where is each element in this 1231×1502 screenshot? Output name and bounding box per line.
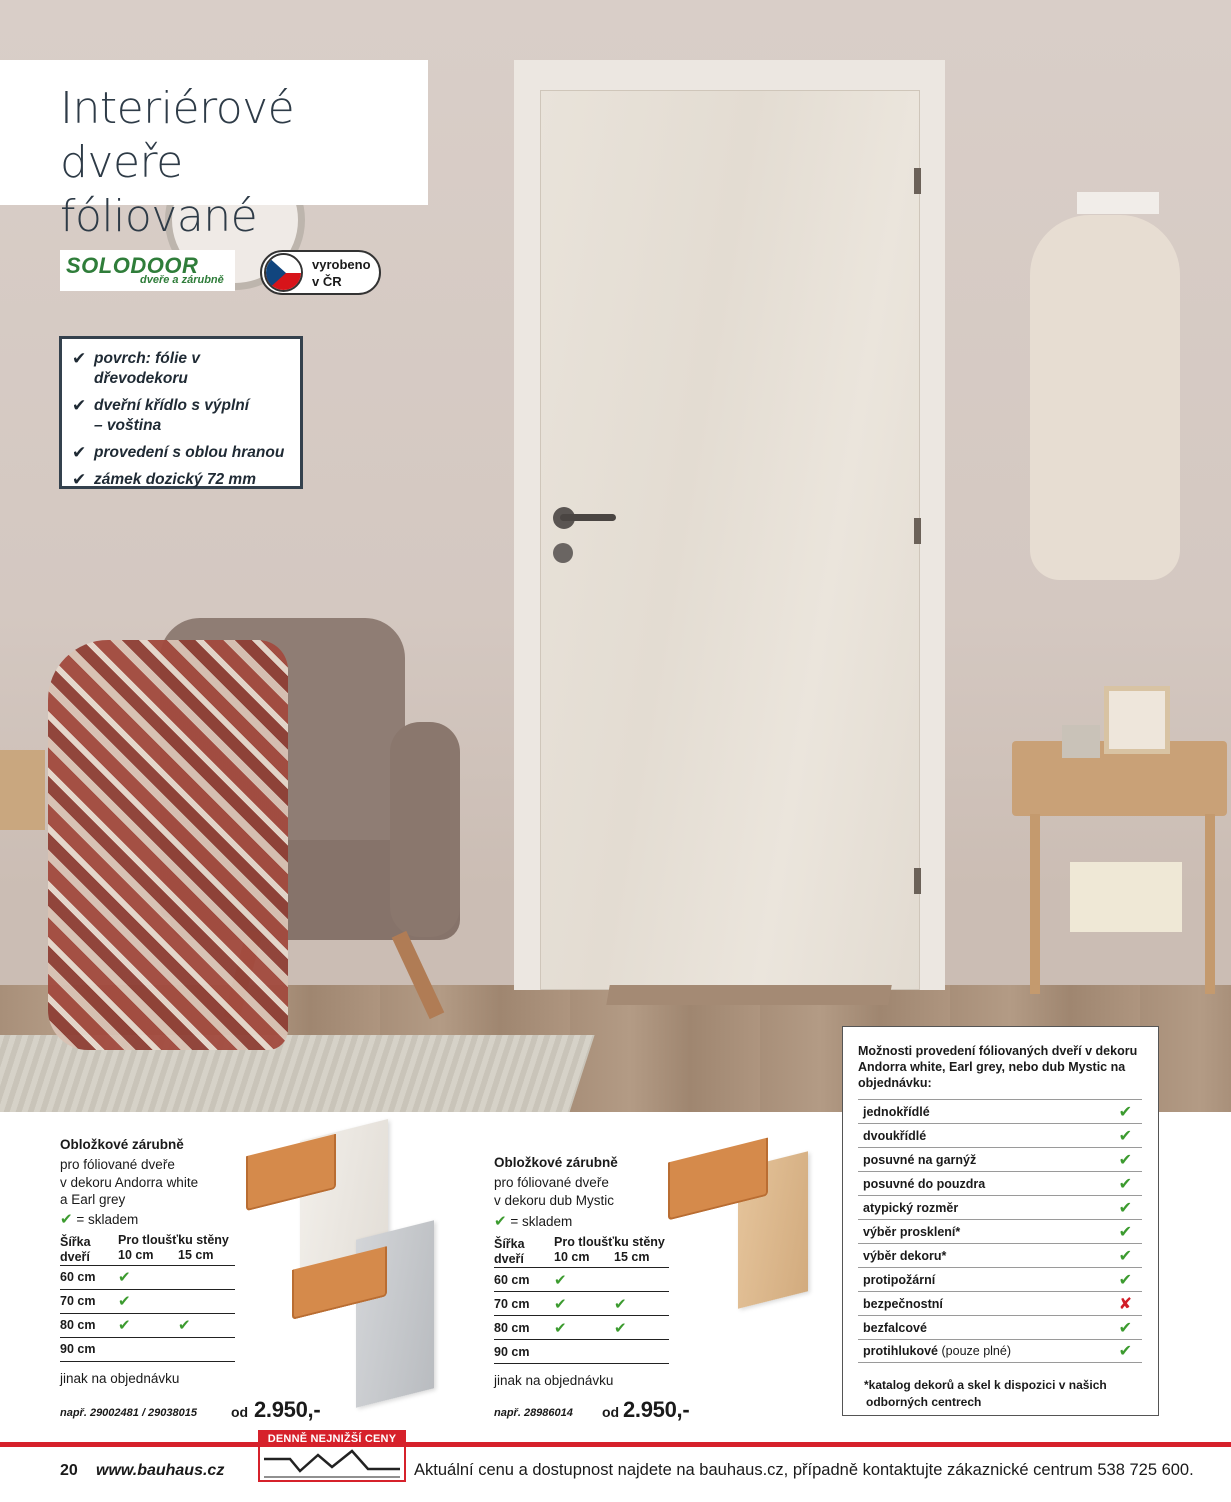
price: 2.950,-: [623, 1397, 690, 1422]
size-row: [494, 1268, 669, 1292]
availability-cell: ✔: [118, 1313, 178, 1337]
coat-hook-rail: [1077, 192, 1159, 214]
product-frames-mystic: [494, 1154, 694, 1388]
check-icon: ✔: [72, 470, 87, 489]
availability-cell: ✔: [554, 1292, 614, 1316]
page-number: 20: [60, 1462, 78, 1479]
availability-cell: [178, 1289, 235, 1313]
check-icon: ✔: [1118, 1127, 1132, 1145]
size-row: [494, 1340, 669, 1364]
option-label: dvoukřídlé: [863, 1128, 927, 1143]
picture-frame: [1104, 686, 1170, 754]
check-icon: ✔: [1118, 1175, 1132, 1193]
check-icon: ✔: [1118, 1223, 1132, 1241]
th-15: 15 cm: [178, 1247, 214, 1262]
logo-wordmark: SOLODOOR: [66, 253, 199, 278]
availability-cell: ✔: [554, 1316, 614, 1340]
price-prefix: od: [231, 1404, 249, 1420]
check-icon: ✔: [1118, 1343, 1132, 1360]
th-wall: Pro tloušťku stěny: [118, 1232, 229, 1247]
availability-cell: ✔: [614, 1316, 669, 1340]
option-label: posuvné do pouzdra: [863, 1176, 986, 1191]
th-width: Šířka dveří: [60, 1234, 91, 1264]
door-handle: [560, 514, 616, 521]
size-cell: 90 cm: [60, 1337, 118, 1361]
order-note: jinak na objednávku: [60, 1370, 180, 1386]
page-title: [0, 60, 428, 242]
th-wall: Pro tloušťku stěny: [554, 1235, 665, 1249]
badge-label: DENNĚ NEJNIŽŠÍ CENY: [260, 1432, 404, 1447]
availability-cell: [178, 1265, 235, 1289]
footer-rule: [0, 1442, 1231, 1447]
th-10: 10 cm: [118, 1247, 154, 1262]
availability-cell: [614, 1268, 669, 1292]
door-hinge: [914, 518, 921, 544]
size-cell: 70 cm: [60, 1289, 118, 1313]
product-frames-andorra: [60, 1136, 260, 1386]
option-row: [858, 1099, 1142, 1123]
title-line-2: fóliované: [60, 191, 258, 242]
feature-item: ✔ zámek dozický 72 mm: [72, 470, 256, 489]
availability-cell: ✔: [614, 1292, 669, 1316]
size-table: [494, 1235, 669, 1364]
check-icon: ✔: [1118, 1319, 1132, 1337]
check-icon: ✔: [72, 349, 87, 368]
lowest-price-badge: [258, 1430, 406, 1482]
option-row: [858, 1267, 1142, 1291]
option-row: [858, 1315, 1142, 1339]
cross-icon: ✘: [1118, 1295, 1132, 1313]
website-link[interactable]: www.bauhaus.cz: [96, 1462, 225, 1479]
origin-line-2: v ČR: [312, 274, 342, 289]
size-cell: 90 cm: [494, 1340, 554, 1364]
check-icon: ✔: [1118, 1271, 1132, 1289]
doormat: [606, 985, 892, 1005]
origin-line-1: vyrobeno: [312, 257, 371, 272]
option-label: výběr prosklení*: [863, 1224, 961, 1239]
made-in-cz-badge: [260, 250, 381, 295]
stock-legend: ✔ = skladem: [494, 1213, 573, 1230]
product-code: např. 29002481 / 29038015: [60, 1407, 198, 1419]
option-row: [858, 1123, 1142, 1147]
availability-cell: ✔: [118, 1265, 178, 1289]
option-label: bezpečnostní: [863, 1296, 943, 1311]
option-label: atypický rozměr: [863, 1200, 959, 1215]
option-row: [858, 1147, 1142, 1171]
check-icon: ✔: [1118, 1103, 1132, 1121]
footer-info: Aktuální cenu a dostupnost najdete na bauhaus.cz, případně kontaktujte zákaznické centrum 538 725 600.: [414, 1461, 1194, 1479]
availability-cell: ✔: [118, 1289, 178, 1313]
check-icon: ✔: [1118, 1151, 1132, 1169]
th-10: 10 cm: [554, 1250, 590, 1264]
check-icon: ✔: [494, 1213, 507, 1230]
table-leg: [1205, 814, 1215, 994]
availability-cell: [614, 1340, 669, 1364]
size-row: [60, 1265, 235, 1289]
door-hinge: [914, 168, 921, 194]
th-width: Šířka dveří: [494, 1237, 525, 1266]
option-row: [858, 1339, 1142, 1363]
check-icon: ✔: [1118, 1247, 1132, 1265]
size-row: [494, 1316, 669, 1340]
door-hinge: [914, 868, 921, 894]
price-graph-icon: [260, 1447, 404, 1480]
title-line-1: Interiérové dveře: [60, 83, 295, 188]
size-cell: 60 cm: [494, 1268, 554, 1292]
option-row: [858, 1171, 1142, 1195]
size-cell: 80 cm: [60, 1313, 118, 1337]
availability-cell: ✔: [554, 1268, 614, 1292]
size-cell: 60 cm: [60, 1265, 118, 1289]
feature-item: ✔ dveřní křídlo s výplní – voština: [72, 396, 250, 434]
product-title: Obložkové zárubně: [494, 1155, 618, 1170]
size-row: [60, 1337, 235, 1361]
table-leg: [1030, 814, 1040, 994]
option-row: [858, 1243, 1142, 1267]
door-leaf: [540, 90, 920, 990]
check-icon: ✔: [1118, 1199, 1132, 1217]
plant-pot: [1062, 725, 1100, 758]
size-row: [60, 1313, 235, 1337]
option-label: protipožární: [863, 1272, 936, 1287]
door-keyhole: [553, 543, 573, 563]
options-title: Možnosti provedení fóliovaných dveří v dekoru Andorra white, Earl grey, nebo dub Mystic na objednávku:: [858, 1044, 1138, 1090]
options-footnote: *katalog dekorů a skel k dispozici v našich odborných centrech: [864, 1378, 1107, 1409]
product-description: pro fóliované dveře v dekoru dub Mystic: [494, 1175, 615, 1208]
option-label: bezfalcové: [863, 1320, 927, 1335]
option-row: [858, 1219, 1142, 1243]
option-label: výběr dekoru*: [863, 1248, 947, 1263]
options-panel: [842, 1026, 1159, 1416]
plaid-blanket: [48, 640, 288, 1050]
feature-list: [59, 336, 303, 489]
size-row: [494, 1292, 669, 1316]
size-cell: 80 cm: [494, 1316, 554, 1340]
armchair-arm: [390, 722, 460, 937]
product-title: Obložkové zárubně: [60, 1137, 184, 1152]
th-15: 15 cm: [614, 1250, 650, 1264]
check-icon: ✔: [60, 1210, 73, 1228]
availability-cell: ✔: [178, 1313, 235, 1337]
made-in-cz-text: [312, 256, 371, 290]
hanging-jacket: [1030, 215, 1180, 580]
check-icon: ✔: [72, 443, 87, 462]
product-description: pro fóliované dveře v dekoru Andorra white a Earl grey: [60, 1157, 199, 1207]
availability-cell: [118, 1337, 178, 1361]
feature-item: ✔ povrch: fólie v dřevodekoru: [72, 349, 200, 387]
availability-cell: [178, 1337, 235, 1361]
price: 2.950,-: [254, 1397, 321, 1422]
price-prefix: od: [602, 1404, 620, 1420]
option-row: [858, 1195, 1142, 1219]
solodoor-logo: [60, 250, 235, 291]
order-note: jinak na objednávku: [494, 1373, 614, 1388]
size-table: [60, 1233, 235, 1362]
check-icon: ✔: [72, 396, 87, 415]
stock-legend: ✔ = skladem: [60, 1210, 139, 1228]
storage-box: [1070, 862, 1182, 932]
size-row: [60, 1289, 235, 1313]
product-code: např. 28986014: [494, 1407, 573, 1419]
option-label: posuvné na garnýž: [863, 1152, 977, 1167]
czech-flag-icon: [264, 253, 303, 292]
side-table-left: [0, 750, 45, 830]
option-label: jednokřídlé: [863, 1104, 930, 1119]
feature-item: ✔ provedení s oblou hranou: [72, 443, 285, 462]
option-label: protihlukové (pouze plné): [863, 1344, 1011, 1358]
option-row: [858, 1291, 1142, 1315]
size-cell: 70 cm: [494, 1292, 554, 1316]
availability-cell: [554, 1340, 614, 1364]
logo-tagline: dveře a zárubně: [140, 274, 224, 286]
